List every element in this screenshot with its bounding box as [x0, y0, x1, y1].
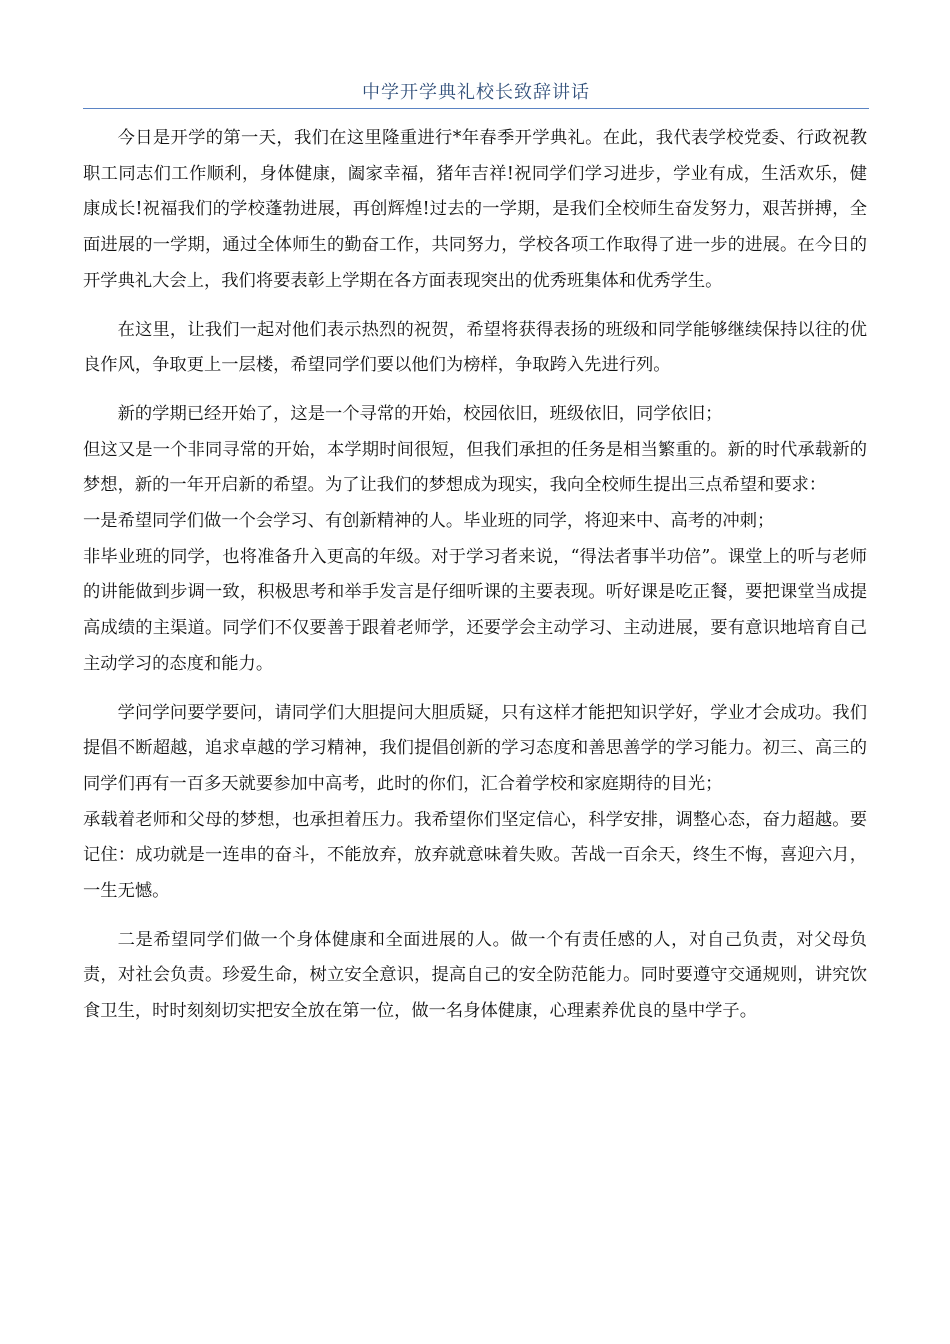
paragraph-new-semester: 新的学期已经开始了，这是一个寻常的开始，校园依旧，班级依旧，同学依旧；	[117, 403, 723, 424]
paragraph-learning-method: 非毕业班的同学，也将准备升入更高的年级。对于学习者来说，“得法者事半功倍”。课堂上的听与老师的讲能做到步调一致，积极思考和举手发言是仔细听课的主要表现。听好课是吃正餐，要把课堂当成提高成绩的主渠道。同学们不仅要善于跟着老师学，还要学会主动学习、主动进展，要有意识地培育自己主动学习的态度和能力。	[83, 546, 867, 674]
paragraph-three-hopes: 但这又是一个非同寻常的开始，本学期时间很短，但我们承担的任务是相当繁重的。新的时代承载新的梦想，新的一年开启新的希望。为了让我们的梦想成为现实，我向全校师生提出三点希望和要求：	[83, 439, 867, 496]
page-title: 中学开学典礼校长致辞讲话	[362, 82, 590, 103]
paragraph-hope-two: 二是希望同学们做一个身体健康和全面进展的人。做一个有责任感的人，对自己负责，对父母负责，对社会负责。珍爱生命，树立安全意识，提高自己的安全防范能力。同时要遵守交通规则，讲究饮食卫生，时时刻刻切实把安全放在第一位，做一名身体健康，心理素养优良的垦中学子。	[83, 929, 867, 1022]
paragraph-opening: 今日是开学的第一天，我们在这里隆重进行*年春季开学典礼。在此，我代表学校党委、行政祝教职工同志们工作顺利，身体健康，阖家幸福，猪年吉祥!祝同学们学习进步，学业有成，生活欢乐，健康成长!祝福我们的学校蓬勃进展，再创辉煌!过去的一学期，是我们全校师生奋发努力，艰苦拼搏，全面进展的一学期，通过全体师生的勤奋工作，共同努力，学校各项工作取得了进一步的进展。在今日的开学典礼大会上，我们将要表彰上学期在各方面表现突出的优秀班集体和优秀学生。	[83, 128, 867, 291]
paragraph-hope-one: 一是希望同学们做一个会学习、有创新精神的人。毕业班的同学，将迎来中、高考的冲刺；	[83, 511, 775, 532]
title-underline	[83, 108, 869, 109]
paragraph-congratulations: 在这里，让我们一起对他们表示热烈的祝贺，希望将获得表扬的班级和同学能够继续保持以往的优良作风，争取更上一层楼，希望同学们要以他们为榜样，争取跨入先进行列。	[83, 319, 867, 376]
paragraph-exam-encouragement: 承载着老师和父母的梦想，也承担着压力。我希望你们坚定信心，科学安排，调整心态，奋力超越。要记住：成功就是一连串的奋斗，不能放弃，放弃就意味着失败。苦战一百余天，终生不悔，喜迎六月，一生无憾。	[83, 809, 867, 902]
paragraph-ask-questions: 学问学问要学要问，请同学们大胆提问大胆质疑，只有这样才能把知识学好，学业才会成功。我们提倡不断超越，追求卓越的学习精神，我们提倡创新的学习态度和善思善学的学习能力。初三、高三的同学们再有一百多天就要参加中高考，此时的你们，汇合着学校和家庭期待的目光；	[83, 702, 867, 794]
document-body	[83, 121, 867, 1030]
